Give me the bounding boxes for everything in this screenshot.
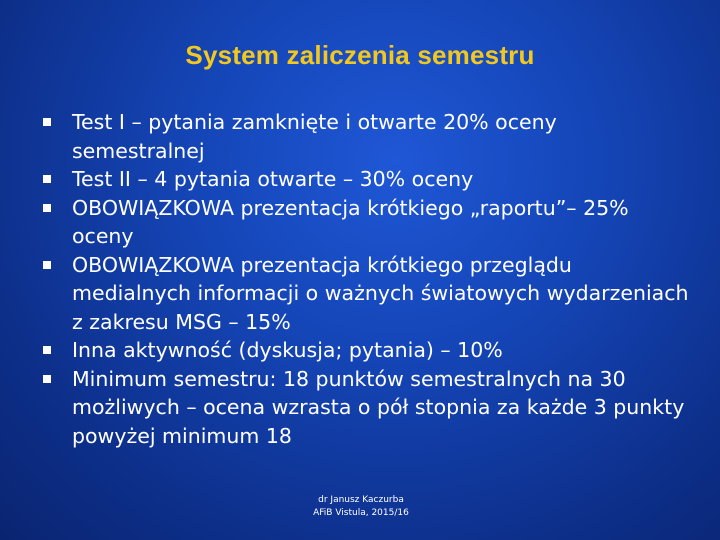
bullet-item [40, 194, 690, 251]
bullet-item [40, 251, 690, 337]
square-bullet-icon [43, 175, 51, 183]
bullet-text: OBOWIĄZKOWA prezentacja krótkiego „raportu”– 25% oceny [72, 195, 629, 248]
square-bullet-icon [43, 346, 51, 354]
square-bullet-icon [43, 118, 51, 126]
bullet-item [40, 165, 690, 194]
slide-title: System zaliczenia semestru [185, 40, 535, 70]
bullet-text: Test II – 4 pytania otwarte – 30% oceny [72, 167, 474, 191]
bullet-text: OBOWIĄZKOWA prezentacja krótkiego przeglądu medialnych informacji o ważnych światowych wydarzeniach z zakresu MSG – 15% [72, 252, 689, 334]
bullet-item [40, 108, 690, 165]
square-bullet-icon [43, 204, 51, 212]
footer-author: dr Janusz Kaczurba [318, 495, 404, 505]
bullet-list [40, 108, 690, 450]
bullet-text: Test I – pytania zamknięte i otwarte 20% oceny semestralnej [72, 110, 557, 163]
bullet-item [40, 336, 690, 365]
slide-footer [0, 494, 720, 520]
bullet-text: Minimum semestru: 18 punktów semestralnych na 30 możliwych – ocena wzrasta o pół stopnia za każde 3 punkty powyżej minimum 18 [72, 366, 685, 448]
square-bullet-icon [43, 261, 51, 269]
footer-institution: AFiB Vistula, 2015/16 [313, 508, 409, 518]
square-bullet-icon [43, 375, 51, 383]
bullet-text: Inna aktywność (dyskusja; pytania) – 10% [72, 338, 503, 362]
bullet-item [40, 365, 690, 451]
